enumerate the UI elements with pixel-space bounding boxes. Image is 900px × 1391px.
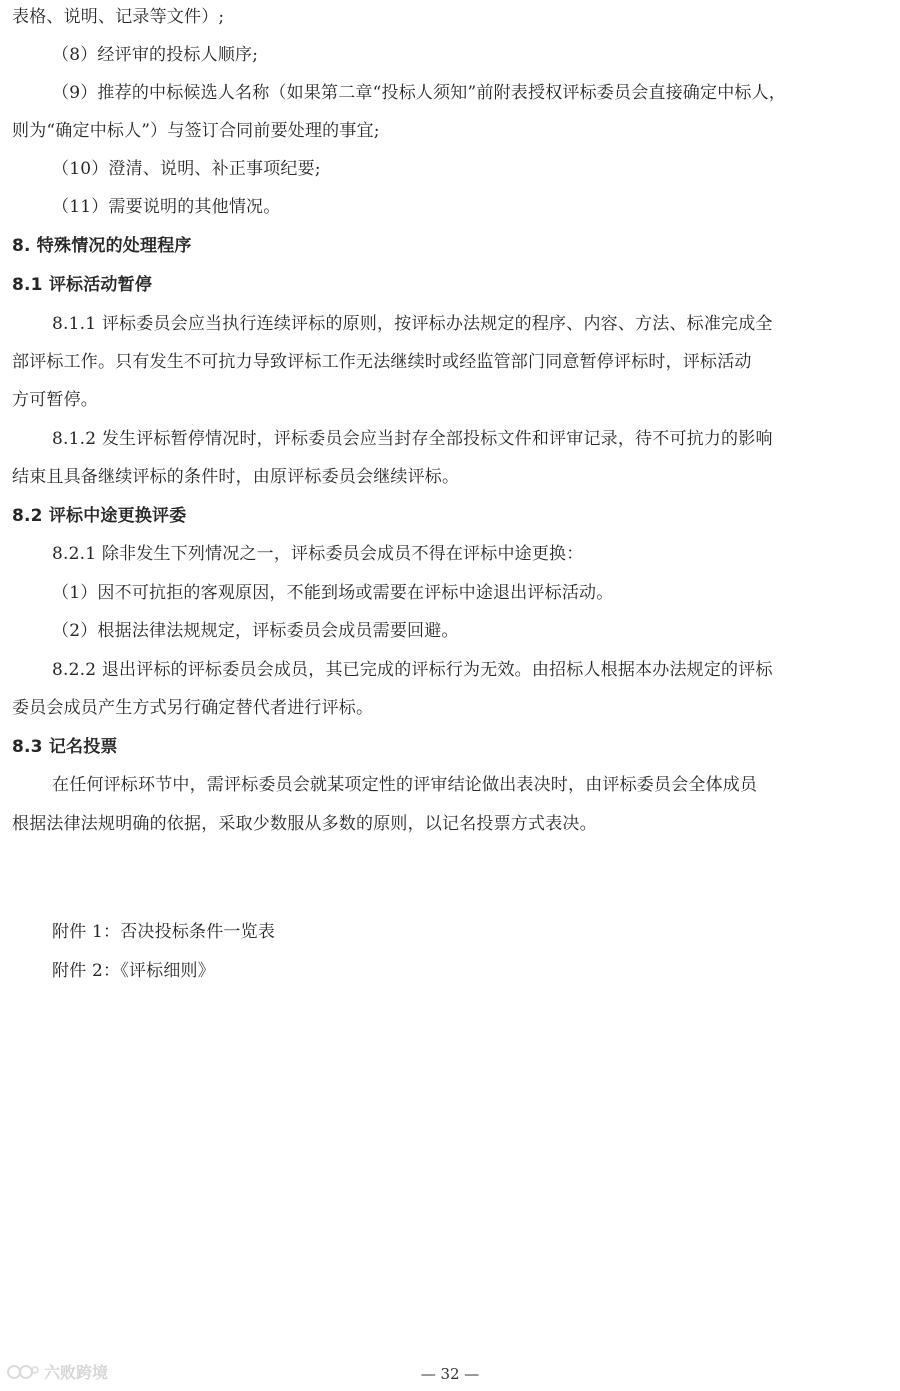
list-item: （9）推荐的中标候选人名称（如果第二章“投标人须知”前附表授权评标委员会直接确定中标人， — [52, 83, 786, 103]
attachment-item: 附件 1：否决投标条件一览表 — [52, 922, 276, 942]
subsection-heading: 8.1 评标活动暂停 — [12, 275, 153, 295]
paragraph-line: 结束且具备继续评标的条件时，由原评标委员会继续评标。 — [12, 467, 460, 487]
paragraph-line: 根据法律法规明确的依据，采取少数服从多数的原则，以记名投票方式表决。 — [12, 814, 597, 834]
subsection-heading: 8.3 记名投票 — [12, 737, 118, 757]
paragraph-line: 8.2.1 除非发生下列情况之一，评标委员会成员不得在评标中途更换： — [52, 544, 584, 564]
paragraph-line: 在任何评标环节中，需评标委员会就某项定性的评审结论做出表决时，由评标委员会全体成员 — [52, 775, 758, 795]
paragraph-line: 8.2.2 退出评标的评标委员会成员，其已完成的评标行为无效。由招标人根据本办法规定的评标 — [52, 660, 773, 680]
list-item: （11）需要说明的其他情况。 — [52, 197, 281, 217]
list-item: （2）根据法律法规规定，评标委员会成员需要回避。 — [52, 621, 459, 641]
page-number: — 32 — — [420, 1365, 480, 1383]
subsection-heading: 8.2 评标中途更换评委 — [12, 506, 187, 526]
text-line: 表格、说明、记录等文件）; — [12, 7, 225, 27]
list-item: （10）澄清、说明、补正事项纪要; — [52, 159, 321, 179]
list-item: （1）因不可抗拒的客观原因，不能到场或需要在评标中途退出评标活动。 — [52, 583, 614, 603]
text-line: 则为“确定中标人”）与签订合同前要处理的事宜; — [12, 121, 380, 141]
paragraph-line: 8.1.1 评标委员会应当执行连续评标的原则，按评标办法规定的程序、内容、方法、标准完成全 — [52, 314, 773, 334]
paragraph-line: 部评标工作。只有发生不可抗力导致评标工作无法继续时或经监管部门同意暂停评标时，评标活动 — [12, 352, 752, 372]
paragraph-line: 委员会成员产生方式另行确定替代者进行评标。 — [12, 698, 374, 718]
attachment-item: 附件 2：《评标细则》 — [52, 961, 215, 981]
watermark-text: 六败跨境 — [44, 1363, 109, 1382]
section-heading: 8. 特殊情况的处理程序 — [12, 236, 192, 256]
paragraph-line: 方可暂停。 — [12, 390, 98, 410]
paragraph-line: 8.1.2 发生评标暂停情况时，评标委员会应当封存全部投标文件和评审记录，待不可抗力的影响 — [52, 429, 773, 449]
list-item: （8）经评审的投标人顺序; — [52, 45, 259, 65]
